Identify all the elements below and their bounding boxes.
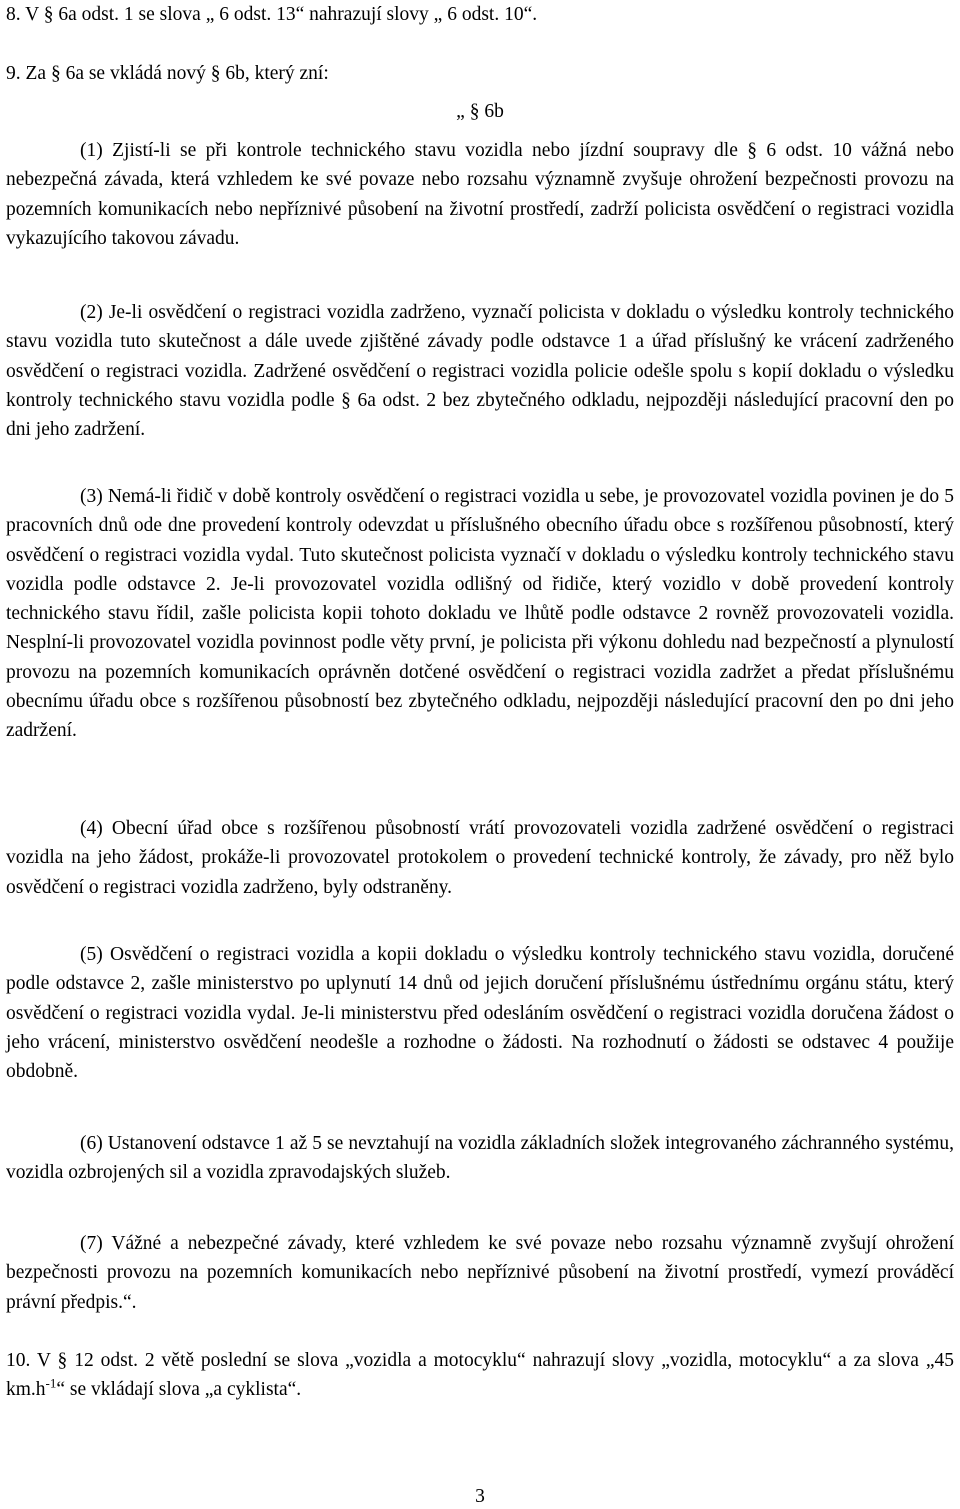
paragraph-1: (1) Zjistí-li se při kontrole technického stavu vozidla nebo jízdní soupravy dle § 6 odst. 10 vážná nebo nebezpečná závada, která vzhledem ke své povaze nebo rozsahu významně zvyšuje ohrožení bezpečnosti provozu na pozemních komunikacích nebo nepříznivé působení na životní prostředí, zadrží policista osvědčení o registraci vozidla vykazujícího takovou závadu. [6, 140, 954, 249]
paragraph-2: (2) Je-li osvědčení o registraci vozidla zadrženo, vyznačí policista v dokladu o výsledku kontroly technického stavu vozidla tuto skutečnost a dále uvede zjištěné závady podle odstavce 1 a úřad příslušný ke vrácení zadrženého osvědčení o registraci vozidla. Zadržené osvědčení o registraci vozidla policie odešle spolu s kopií dokladu o výsledku kontroly technického stavu vozidla podle § 6a odst. 2 bez zbytečného odkladu, nejpozději následující pracovní den po dni jeho zadržení. [6, 302, 954, 441]
item-10-text-before: 10. V § 12 odst. 2 větě poslední se slova „vozidla a motocyklu“ nahrazují slovy „vozidla, motocyklu“ a za slova „45 km.h [6, 1350, 954, 1401]
paragraph-7: (7) Vážné a nebezpečné závady, které vzhledem ke své povaze nebo rozsahu významně zvyšují ohrožení bezpečnosti provozu na pozemních komunikacích nebo nepříznivé působení na životní prostředí, vymezí prováděcí právní předpis.“. [6, 1233, 954, 1313]
paragraph-5: (5) Osvědčení o registraci vozidla a kopii dokladu o výsledku kontroly technického stavu vozidla, doručené podle odstavce 2, zašle ministerstvo po uplynutí 14 dnů od jejich doručení příslušnému ústřednímu orgánu státu, který osvědčení o registraci vozidla vydal. Je-li ministerstvu před odesláním osvědčení o registraci vozidla doručena žádost o jeho vrácení, ministerstvo osvědčení neodešle a rozhodne o žádosti. Na rozhodnutí o žádosti se odstavec 4 použije obdobně. [6, 944, 954, 1083]
amendment-item-9: 9. Za § 6a se vkládá nový § 6b, který zní: [6, 63, 329, 84]
amendment-item-10 [6, 1346, 954, 1405]
section-heading: „ § 6b [456, 101, 504, 122]
page-number: 3 [475, 1486, 485, 1507]
paragraph-6: (6) Ustanovení odstavce 1 až 5 se nevztahují na vozidla základních složek integrovaného záchranného systému, vozidla ozbrojených sil a vozidla zpravodajských služeb. [6, 1133, 954, 1184]
item-10-superscript: -1 [45, 1375, 57, 1391]
paragraph-4: (4) Obecní úřad obce s rozšířenou působností vrátí provozovateli vozidla zadržené osvědčení o registraci vozidla na jeho žádost, prokáže-li provozovatel protokolem o provedení technické kontroly, že závady, pro něž bylo osvědčení o registraci vozidla zadrženo, byly odstraněny. [6, 818, 954, 898]
amendment-item-8: 8. V § 6a odst. 1 se slova „ 6 odst. 13“ nahrazují slovy „ 6 odst. 10“. [6, 4, 538, 25]
item-10-text-after: “ se vkládají slova „a cyklista“. [56, 1379, 302, 1401]
paragraph-3: (3) Nemá-li řidič v době kontroly osvědčení o registraci vozidla u sebe, je provozovatel vozidla povinen je do 5 pracovních dnů ode dne provedení kontroly odevzdat u příslušného obecního úřadu obce s rozšířenou působností, který osvědčení o registraci vozidla vydal. Tuto skutečnost policista vyznačí v dokladu o výsledku kontroly technického stavu vozidla podle odstavce 2. Je-li provozovatel vozidla odlišný od řidiče, který vozidlo v době provedení kontroly technického stavu řídil, zašle policista kopii tohoto dokladu ve lhůtě podle odstavce 2 rovněž provozovateli vozidla. Nesplní-li provozovatel vozidla povinnost podle věty první, je policista při výkonu dohledu nad bezpečností a plynulostí provozu na pozemních komunikacích oprávněn dotčené osvědčení o registraci vozidla zadržet a předat příslušnému obecnímu úřadu obce s rozšířenou působností bez zbytečného odkladu, nejpozději následující pracovní den po dni jeho zadržení. [6, 486, 954, 742]
